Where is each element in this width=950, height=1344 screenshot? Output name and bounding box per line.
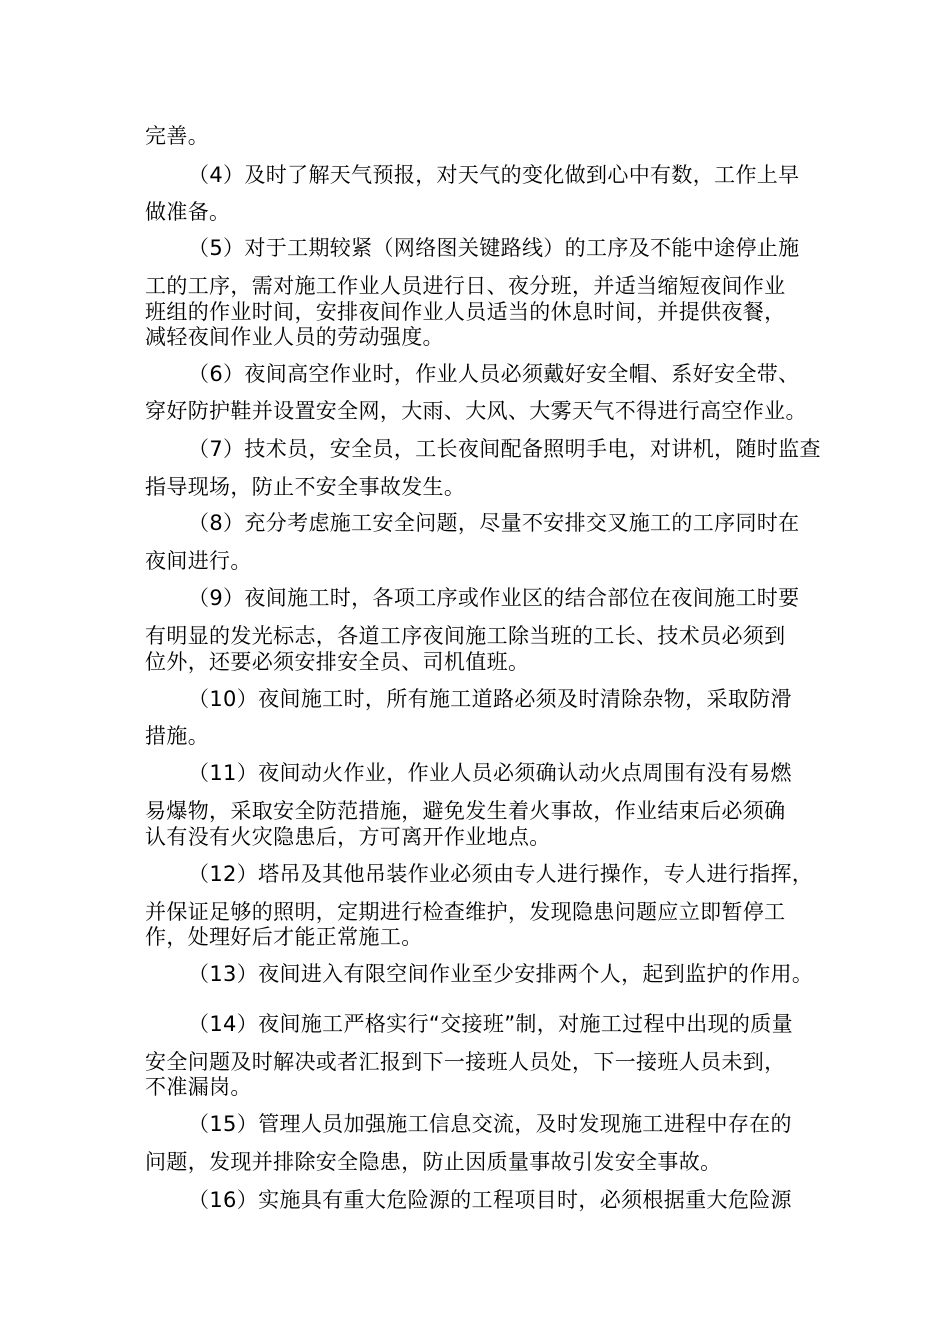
paragraph-4-start: （4）及时了解天气预报，对天气的变化做到心中有数，工作上早 [188,163,800,187]
text-line: 做准备。 [145,200,231,224]
paragraph-13-start: （13）夜间进入有限空间作业至少安排两个人，起到监护的作用。 [188,962,814,986]
text-line: 位外，还要必须安排安全员、司机值班。 [145,650,530,674]
text-line: 作，处理好后才能正常施工。 [145,925,423,949]
text-line: 问题，发现并排除安全隐患，防止因质量事故引发安全事故。 [145,1150,722,1174]
text-line: 措施。 [145,724,210,748]
paragraph-12-start: （12）塔吊及其他吊装作业必须由专人进行操作，专人进行指挥， [188,862,814,886]
text-line: 不准漏岗。 [145,1075,252,1099]
paragraph-14-start: （14）夜间施工严格实行“交接班”制，对施工过程中出现的质量 [188,1012,793,1036]
text-line: 易爆物，采取安全防范措施，避免发生着火事故，作业结束后必须确 [145,799,786,823]
paragraph-16-start: （16）实施具有重大危险源的工程项目时，必须根据重大危险源 [188,1188,792,1212]
paragraph-5-start: （5）对于工期较紧（网络图关键路线）的工序及不能中途停止施 [188,236,800,260]
text-line: 并保证足够的照明，定期进行检查维护，发现隐患问题应立即暂停工 [145,900,786,924]
paragraph-10-start: （10）夜间施工时，所有施工道路必须及时清除杂物，采取防滑 [188,687,792,711]
paragraph-8-start: （8）充分考虑施工安全问题，尽量不安排交叉施工的工序同时在 [188,511,800,535]
text-line: 夜间进行。 [145,549,252,573]
text-line: 安全问题及时解决或者汇报到下一接班人员处，下一接班人员未到， [145,1050,786,1074]
paragraph-7-start: （7）技术员，安全员，工长夜间配备照明手电，对讲机，随时监查 [188,437,821,461]
text-line: 认有没有火灾隐患后，方可离开作业地点。 [145,825,551,849]
paragraph-9-start: （9）夜间施工时，各项工序或作业区的结合部位在夜间施工时要 [188,586,800,610]
text-line: 减轻夜间作业人员的劳动强度。 [145,325,444,349]
text-line: 有明显的发光标志，各道工序夜间施工除当班的工长、技术员必须到 [145,624,786,648]
text-line: 完善。 [145,124,210,148]
text-line: 工的工序，需对施工作业人员进行日、夜分班，并适当缩短夜间作业 [145,274,786,298]
paragraph-15-start: （15）管理人员加强施工信息交流，及时发现施工进程中存在的 [188,1112,792,1136]
text-line: 指导现场，防止不安全事故发生。 [145,475,466,499]
text-line: 班组的作业时间，安排夜间作业人员适当的休息时间，并提供夜餐， [145,300,786,324]
text-line: 穿好防护鞋并设置安全网，大雨、大风、大雾天气不得进行高空作业。 [145,399,807,423]
paragraph-6-start: （6）夜间高空作业时，作业人员必须戴好安全帽、系好安全带、 [188,362,800,386]
paragraph-11-start: （11）夜间动火作业，作业人员必须确认动火点周围有没有易燃 [188,761,792,785]
